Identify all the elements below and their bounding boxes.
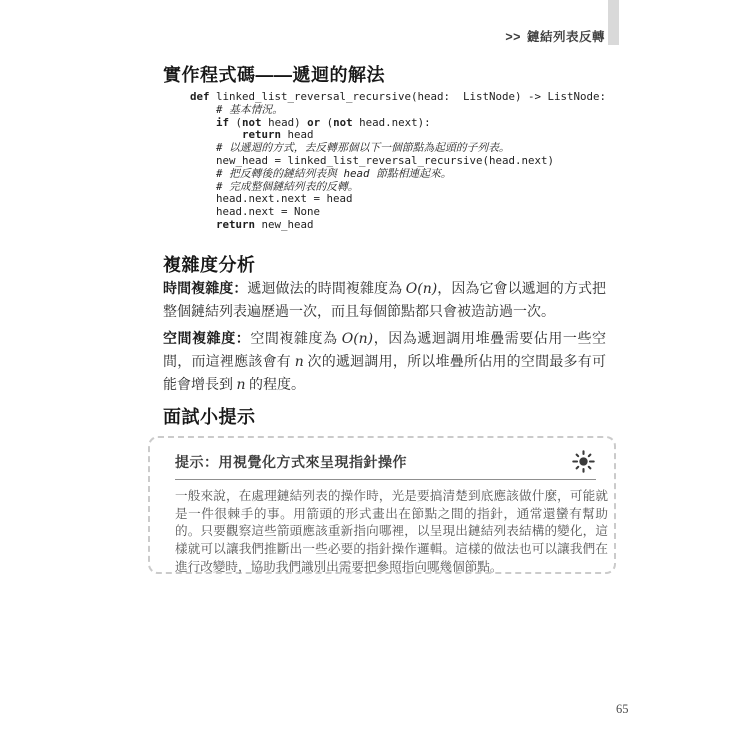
math-n: n (236, 377, 246, 393)
time-complexity-paragraph (163, 278, 606, 324)
space-complexity-text-cont: ，因為遞迴調用堆疊需要佔用一些空間，而這裡應該會有 (163, 332, 607, 370)
code-line: def linked_list_reversal_recursive(head: ListNode) -> ListNode: (190, 90, 607, 103)
chevron-marker: >> (505, 30, 521, 44)
chapter-title: 鏈結列表反轉 (526, 30, 605, 44)
math-n: n (294, 354, 304, 370)
code-line: if (not head) or (not head.next): (216, 115, 431, 129)
time-complexity-text: 遞迴做法的時間複雜度為 (247, 282, 406, 297)
sun-icon (571, 449, 596, 474)
code-line: # 以遞迴的方式，去反轉那個以下一個節點為起頭的子列表。 (216, 141, 510, 155)
code-line: return new_head (216, 217, 314, 231)
big-o-notation: O(n) (405, 281, 438, 297)
space-complexity-text-end: 的程度。 (245, 378, 306, 393)
big-o-notation: O(n) (341, 331, 374, 347)
tip-body: 一般來說，在處理鏈結列表的操作時，光是要搞清楚到底應該做什麼，可能就是一件很棘手的事。用箭頭的形式畫出在節點之間的指針，通常還蠻有幫助的。只要觀察這些箭頭應該重新指向哪裡，以呈現出鏈結列表結構的變化，這樣就可以讓我們推斷出一些必要的指針操作邏輯。這樣的做法也可以讓我們在進行改變時，協助我們識別出需要把參照指向哪幾個節點。 (175, 489, 608, 574)
section-heading-complexity: 複雜度分析 (163, 255, 256, 275)
space-complexity-text: 空間複雜度為 (250, 332, 342, 347)
space-complexity-label: 空間複雜度： (163, 332, 251, 347)
section-heading-implementation: 實作程式碼——遞迴的解法 (163, 65, 385, 85)
time-complexity-label: 時間複雜度： (163, 282, 248, 297)
page-number: 65 (616, 702, 629, 716)
tip-title: 提示：用視覺化方式來呈現指針操作 (175, 453, 407, 470)
running-head (0, 27, 605, 45)
tip-divider (175, 479, 596, 480)
space-complexity-paragraph (163, 328, 606, 397)
time-complexity-text-cont: ，因為它會以遞迴的方式把整個鏈結列表遍歷過一次，而且每個節點都只會被造訪過一次。 (163, 282, 607, 320)
code-line: head.next = None (190, 205, 321, 219)
code-line: head.next.next = head (190, 192, 353, 206)
code-line: return head (242, 128, 314, 142)
code-line: # 把反轉後的鏈結列表與 head 節點相連起來。 (216, 166, 452, 180)
code-line: # 完成整個鏈結列表的反轉。 (216, 179, 359, 193)
tip-box (148, 436, 616, 574)
code-line: # 基本情況。 (216, 102, 284, 116)
header-tab-bar (608, 0, 619, 45)
code-line: new_head = linked_list_reversal_recursive(head.next) (190, 153, 555, 167)
section-heading-interview-tip: 面試小提示 (163, 407, 256, 427)
code-block (190, 91, 606, 232)
tip-title-row (175, 449, 604, 474)
space-complexity-text-cont2: 次的遞迴調用，所以堆疊所佔用的空間最多有可能會增長到 (163, 355, 607, 393)
